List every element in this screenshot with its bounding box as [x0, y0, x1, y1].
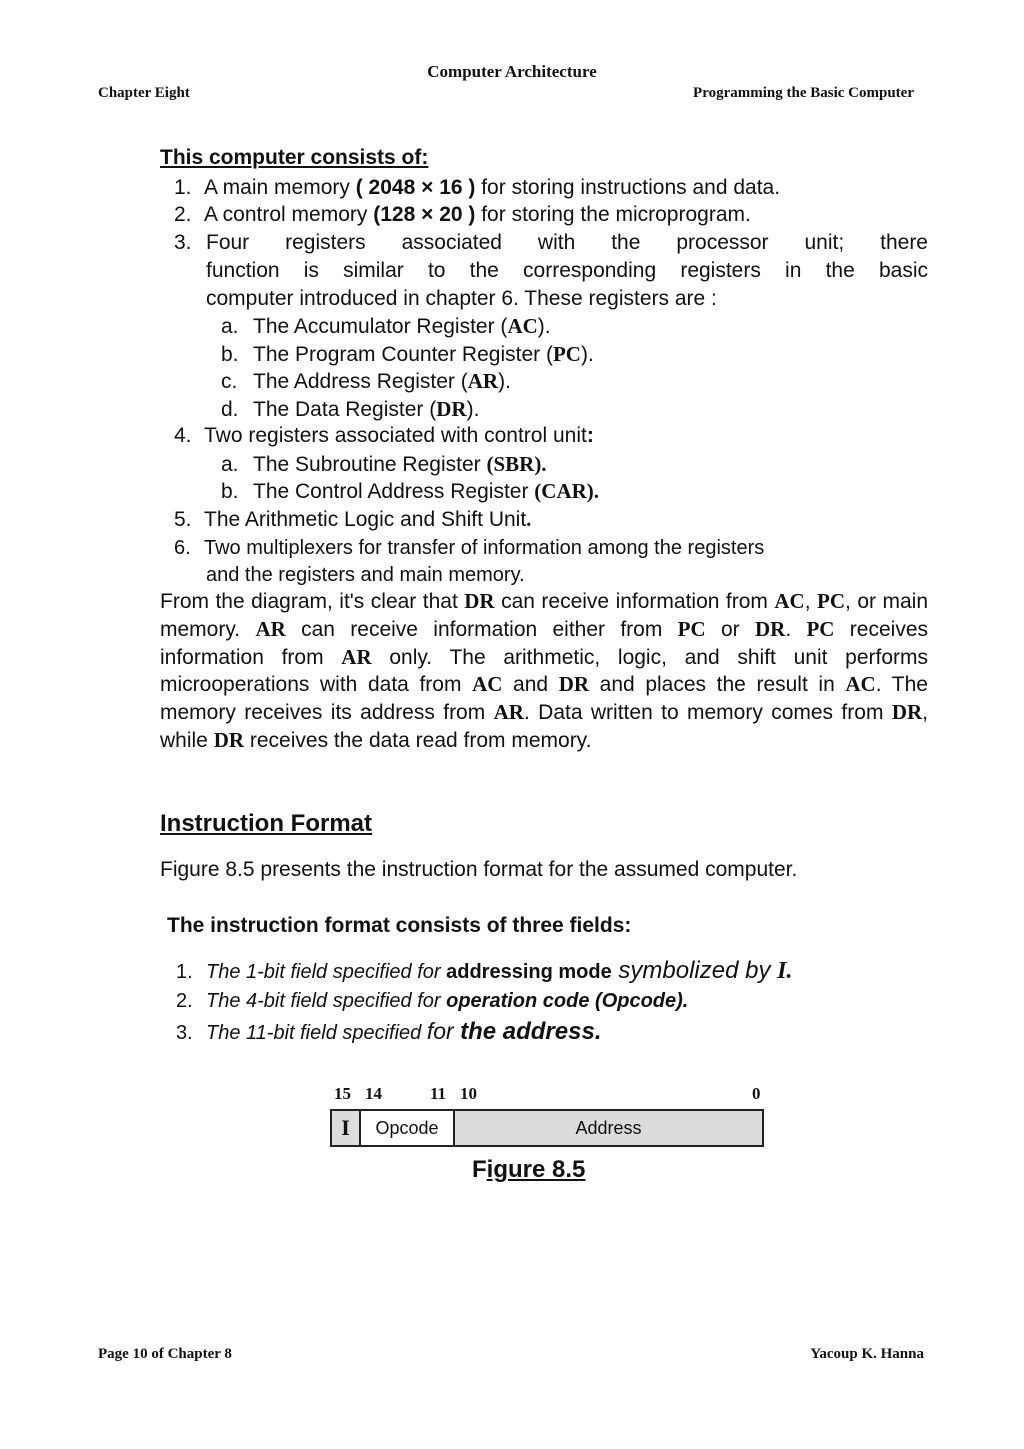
list-number: 2.: [174, 203, 192, 226]
text-run: and: [502, 673, 559, 697]
list-item-4: [174, 422, 594, 450]
sub-text: ).: [580, 343, 594, 366]
figure-caption: [472, 1156, 585, 1184]
header-chapter: Chapter Eight: [98, 85, 190, 101]
sub-letter: a.: [221, 453, 239, 476]
sub-item-4a: [221, 450, 547, 479]
register-abbr: AR: [467, 369, 499, 393]
bit-label-15: 15: [334, 1084, 351, 1103]
footer-author: Yacoup K. Hanna: [810, 1346, 924, 1362]
register-abbr: PC: [806, 616, 835, 641]
register-abbr: AC: [774, 589, 805, 613]
memory-size: (128 × 20 ): [373, 203, 476, 226]
bit-label-14: 14: [365, 1084, 382, 1103]
list-item-5: [174, 505, 531, 534]
list-text: A control memory: [204, 203, 374, 226]
sub-letter: d.: [221, 398, 239, 421]
register-abbr: DR: [558, 672, 590, 697]
text-run: receives the data read from memory.: [244, 728, 592, 752]
sub-item-3a: [221, 312, 551, 341]
sub-letter: c.: [221, 370, 238, 393]
sub-text: The Control Address Register: [253, 480, 535, 503]
list-text: A main memory: [204, 176, 356, 199]
sub-text: ).: [498, 370, 511, 393]
list-number: 1.: [174, 176, 192, 199]
fields-heading: The instruction format consists of three fields:: [167, 914, 632, 937]
bit-label-11: 11: [430, 1084, 447, 1103]
list-text: :: [586, 424, 594, 447]
list-item-6-line2: and the registers and main memory.: [206, 564, 525, 586]
sub-text: The Subroutine Register: [253, 453, 487, 476]
list-text: for storing instructions and data.: [475, 176, 781, 199]
register-abbr: DR: [213, 727, 245, 752]
footer-page: Page 10 of Chapter 8: [98, 1346, 232, 1362]
field-item-2: [176, 986, 688, 1016]
register-abbr: AC: [845, 672, 876, 697]
header-title: Computer Architecture: [427, 62, 597, 81]
text-run: . Data written to memory comes from: [523, 701, 892, 725]
sub-item-3c: [221, 367, 511, 396]
sub-text: ).: [466, 398, 480, 421]
list-item-3-line3: computer introduced in chapter 6. These registers are :: [206, 287, 717, 310]
field-item-1: [176, 956, 792, 987]
register-abbr: PC: [677, 616, 706, 641]
figure-intro: Figure 8.5 presents the instruction format for the assumed computer.: [160, 858, 798, 881]
register-abbr: DR: [436, 397, 467, 421]
field-text: The 4-bit field specified for: [206, 990, 447, 1012]
field-emphasis: operation code (Opcode).: [446, 990, 689, 1012]
text-run: , while: [160, 701, 928, 752]
bit-label-0: 0: [752, 1084, 761, 1103]
list-item-3-line2: function is similar to the corresponding registers in the basic: [206, 259, 928, 282]
sub-text: The Data Register (: [253, 398, 437, 421]
field-text: for: [426, 1018, 461, 1044]
bit-label-10: 10: [460, 1084, 477, 1103]
field-symbol: I.: [777, 958, 793, 984]
register-abbr: AR: [341, 644, 372, 669]
list-number: 1.: [176, 961, 193, 983]
field-i-cell: I: [330, 1109, 361, 1147]
text-run: can receive information from: [494, 590, 775, 613]
register-abbr: DR: [754, 616, 786, 641]
list-item-3-line1: Four registers associated with the processor unit; there: [206, 231, 928, 254]
list-item-2: [174, 201, 751, 229]
list-number: 6.: [174, 537, 191, 559]
sub-text: The Program Counter Register (: [253, 343, 553, 366]
field-item-3: [176, 1016, 601, 1048]
field-emphasis: the address.: [460, 1018, 602, 1045]
register-abbr: AC: [507, 314, 538, 338]
list-text: .: [526, 507, 532, 531]
caption-text: igure 8.5: [486, 1156, 586, 1183]
list-text: for storing the microprogram.: [475, 203, 751, 226]
list-number: 2.: [176, 990, 193, 1012]
list-number: 3.: [176, 1022, 193, 1044]
list-number: 4.: [174, 424, 192, 447]
register-abbr: AC: [472, 672, 503, 697]
field-text: symbolized by: [611, 957, 778, 984]
text-run: ,: [804, 590, 818, 613]
register-abbr: AR: [493, 700, 524, 725]
sub-text: ).: [537, 315, 551, 338]
field-emphasis: addressing mode: [446, 961, 612, 983]
sub-letter: b.: [221, 343, 239, 366]
sub-text: The Address Register (: [253, 370, 468, 393]
memory-size: ( 2048 × 16 ): [355, 176, 476, 199]
field-text: The 11-bit field specified: [206, 1022, 427, 1044]
list-text: Two multiplexers for transfer of information among the registers: [204, 537, 765, 559]
header-section: Programming the Basic Computer: [693, 85, 914, 101]
caption-initial: F: [472, 1156, 487, 1183]
list-number: 5.: [174, 508, 192, 531]
register-abbr: DR: [464, 589, 495, 613]
register-abbr: AR: [255, 616, 286, 641]
section-title: Instruction Format: [160, 810, 373, 837]
text-run: and places the result in: [589, 673, 846, 697]
field-text: The 1-bit field specified for: [206, 961, 447, 983]
list-item-3-num: 3.: [174, 231, 192, 254]
register-abbr: (SBR).: [486, 452, 547, 476]
list-text: Two registers associated with control unit: [204, 424, 587, 447]
sub-item-3b: [221, 340, 594, 369]
field-address-cell: Address: [453, 1109, 764, 1147]
text-run: only. The arithmetic, logic, and shift unit performs microoperations with data from: [160, 645, 928, 697]
text-run: From the diagram, it's clear that: [160, 590, 465, 613]
sub-letter: b.: [221, 480, 239, 503]
list-item-6: [174, 535, 764, 562]
register-paragraph: [160, 588, 928, 755]
sub-item-4b: [221, 477, 599, 506]
text-run: or: [705, 617, 755, 641]
list-text: The Arithmetic Logic and Shift Unit: [204, 508, 527, 531]
sub-item-3d: [221, 395, 479, 424]
intro-heading: This computer consists of:: [160, 146, 429, 169]
register-abbr: PC: [817, 589, 846, 613]
register-abbr: (CAR).: [534, 479, 600, 503]
register-abbr: DR: [891, 700, 923, 725]
sub-letter: a.: [221, 315, 239, 338]
field-opcode-cell: Opcode: [359, 1109, 455, 1147]
text-run: , or main memory.: [160, 590, 929, 641]
text-run: can receive information either from: [285, 617, 678, 641]
text-run: .: [785, 617, 807, 641]
sub-text: The Accumulator Register (: [253, 315, 508, 338]
text-run: . The memory receives its address from: [160, 673, 928, 725]
list-item-1: [174, 174, 780, 202]
register-abbr: PC: [552, 342, 581, 366]
text-run: receives information from: [160, 617, 928, 669]
